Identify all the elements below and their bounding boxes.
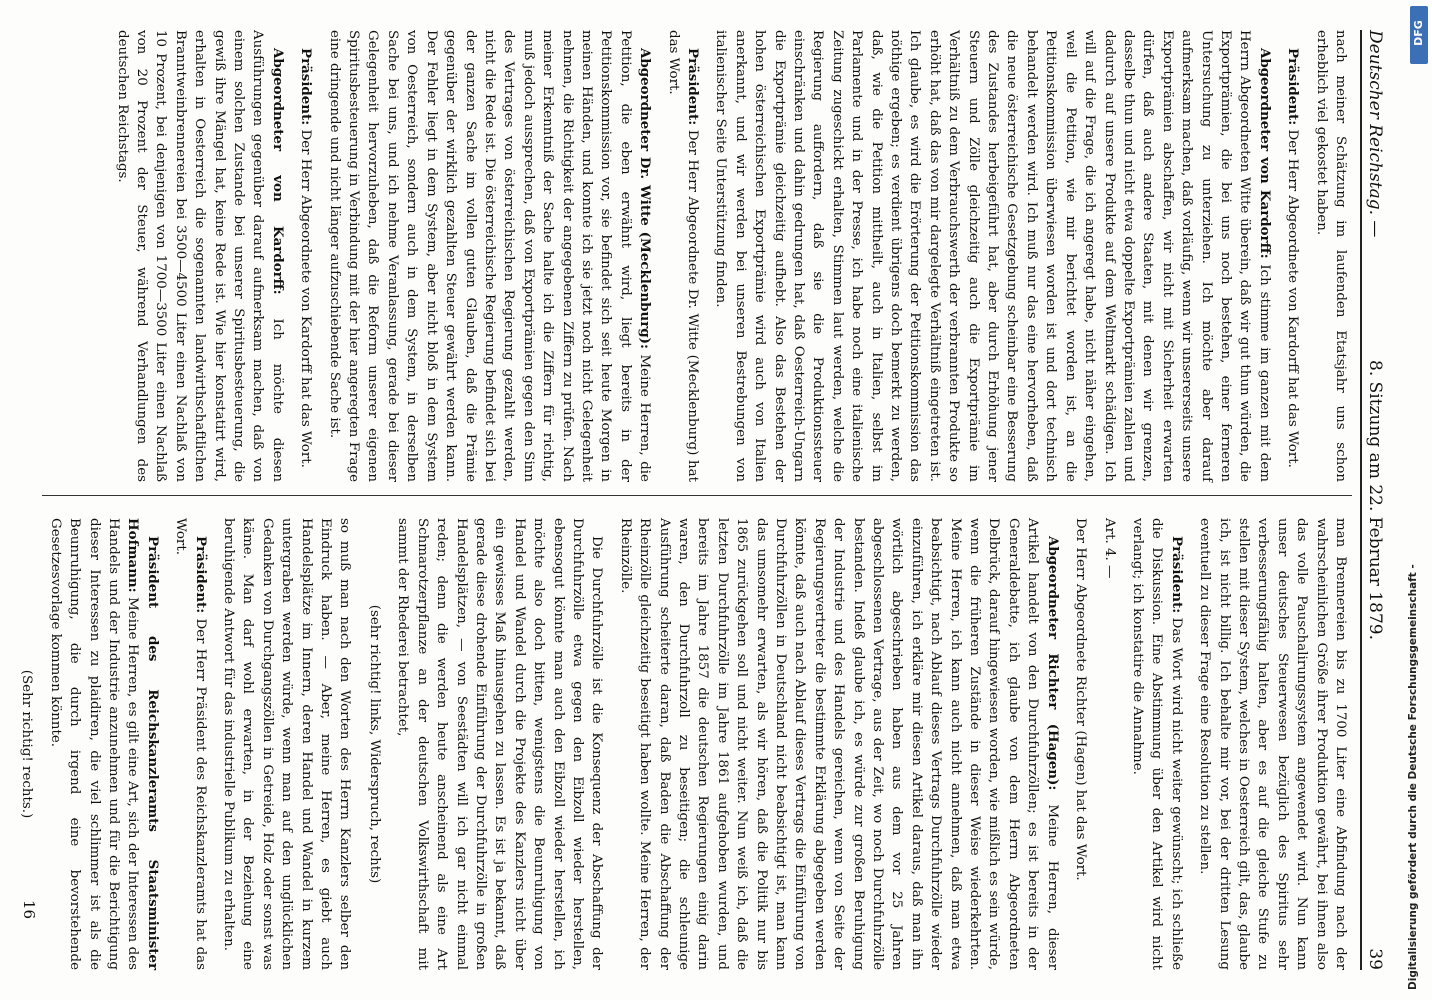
speech-paragraph [615,518,1061,970]
speech-text: Ich stimme im ganzen mit dem Herrn Abgeordneten Witte überein, daß wir gut thun würden, die Exportprämien, die bei uns noch bestehen, einer ferneren Untersuchung zu unterziehen. Ich möchte aber darauf aufmerksam machen, daß vorläufig, wenn wir unsererseits unsere Exportprämien abschaffen, wir nicht mit Sicherheit erwarten dürfen, daß auch andere Staaten, mit denen wir grenzen, dasselbe thun und nicht etwa doppelte Exportprämien zahlen und dadurch auf unsere Produkte auf dem Weltmarkt schädigen. Ich will auf die Frage, die ich angeregt habe, nicht näher eingehen, weil die Petition, wie mir berichtet worden ist, an die Petitionskommission überwiesen worden ist und dort technisch behandelt werden wird. Ich muß nur das eine hervorheben, daß die neue österreichische Gesetzgebung scheinbar eine Besserung des Zustandes herbeigeführt hat, aber durch Erhöhung jener Steuern und Zölle gleichzeitig auch die Exportprämie im Verhältniß zu dem Verbrauchswerth der verbrannten Produkte so erhöht hat, daß das von mir dargelegte Verhältniß eingetreten ist. Ich glaube, es wird die Erörterung der Petitionskommission das nöthige ergeben; es verdient übrigens doch bemerkt zu werden, daß, wie die Petition mittheilt, auch in Italien, selbst im Parlamente und in der Presse, ich habe noch eine italienische Zeitung zugeschickt erhalten, Stimmen laut werden, welche die Regierung auffordern, daß sie die Produktionssteuer einschränken und dahin gedrungen hat, daß Oesterreich-Ungarn die Exportprämie gleichzeitig aufhebt. Also das Bestehen der hohen österreichischen Exportprämie wird auch von Italien anerkannt, und wir werden bei unseren Bestrebungen von italienischer Seite Unterstützung finden. [713,30,1272,482]
header-session-title: 8. Sitzung am 22. Februar 1879. [1365,360,1385,640]
text-paragraph: so muß man nach den Worten des Herrn Kanzlers selber den Eindruck haben. — Aber, meine Herren, es giebt auch Handelsplätze im Innern, deren Handel und Wandel in kurzem untergraben werden würde, wenn man auf den unglücklichen Gedanken von Durchgangszöllen in Getreide, Holz oder sonst was käme. Man darf wohl erwarten, in der Beziehung eine beruhigende Antwort für das industrielle Publikum zu erhalten. [221,518,353,970]
speech-paragraph [324,30,654,482]
speech-text: Ich möchte diesen Ausführungen gegenüber darauf aufmerksam machen, daß von einem solchen Zustande bei unserer Spiritusbesteuerung, die gewiß ihre Mängel hat, keine Rede ist. Wie hier konstatirt wird, erhalten in Oesterreich die sogenannten landwirthschaftlichen Branntweinbrennereien bei 3500—4500 Liter einen Nachlaß von 10 Prozent, bei denjenigen von 1700—3500 Liter einen Nachlaß von 20 Prozent der Steuer, während Verhandlungen des deutschen Reichstags. [114,30,285,482]
header-page-number: 39 [1365,948,1385,970]
dfg-logo-text: DFG [1412,20,1425,46]
speech-text: Der Herr Abgeordnete Dr. Witte (Mecklenburg) hat das Wort. [665,30,700,482]
speaker-name: Präsident: [192,536,209,614]
speech-text: Der Herr Abgeordnete von Kardorff hat das Wort. [1285,129,1301,468]
text-paragraph: Die Durchfuhrzölle ist die Konsequenz der Abschaffung der Durchfuhrzölle etwa gegen den Eibzoll wieder herstellen, ebensogut könnte man auch den Eibzoll wieder herstellen, ich möchte also doch bitten, wenigstens die Beunruhigung von Handel und Wandel durch die Projekte des Kanzlers nicht über ein gewisses Maß hinausgehen zu lassen. Es ist ja bekannt, daß gerade diese drohende Einführung der Durchfuhrzölle in großen Handelsplätzen, — von Seestädten will ich gar nicht einmal reden; denn die werden heute anscheinend als eine Art Schmarotzerpflanze an der deutschen Volkswirthschaft mit sammt der Rhederei betrachtet, [395,518,605,970]
dfg-logo [1410,6,1428,64]
speaker-name: Präsident: [685,48,701,126]
speech-paragraph [45,518,161,970]
page-header [1360,30,1386,970]
speech-paragraph [1128,518,1186,970]
speech-paragraph [663,30,702,482]
digitization-credit: Digitalisierung gefördert durch die Deutsche Forschungsgemeinschaft - [1407,564,1419,990]
text-paragraph: nach meiner Schätzung im laufenden Etatsjahr uns schon erheblich viel gekostet haben. [1313,30,1348,482]
interjection: (Sehr richtig! rechts.) [19,669,35,819]
footer-page-number: 16 [20,900,38,920]
header-publication: Deutscher Reichstag. — [1365,30,1385,238]
speech-text: Der Herr Abgeordnete von Kardorff hat das Wort. [298,129,314,468]
text-paragraph: man Brennereien bis zu 1700 Liter eine Abfindung nach der wahrscheinlichen Größe ihrer Produktion gewährt, bei ihnen also das volle Pauschalirungssystem angewendet wird. Nun kann unser deutsches Steuerwesen bezüglich des Spiritus sehr verbesserungsfähig halten, aber es auf die gleiche Stufe zu stellen mit dieser System, welches in Oesterreich gilt, das, glaube ich, ist nicht billig. Ich behalte mir vor, bei der dritten Lesung eventuell zu dieser Frage eine Resolution zu stellen. [1197,518,1348,970]
speaker-name: Präsident: [1168,536,1185,614]
rotated-newspaper-page [10,0,1400,1000]
speaker-name: Abgeordneter Richter (Hagen): [1044,536,1061,791]
text-paragraph: Der Herr Abgeordnete Richter (Hagen) hat das Wort. [1073,518,1089,881]
text-column-left [30,30,1350,482]
interjection: (sehr richtig! links, Widerspruch, rechts) [366,604,382,884]
text-paragraph: Art. 4. — [1101,518,1117,579]
speech-paragraph [171,518,210,970]
speaker-name: Abgeordneter von Kardorff: [269,48,286,295]
speech-text: Das Wort wird nicht weiter gewünscht; ich schließe die Diskussion. Eine Abstimmung über den Artikel wird nicht verlangt; ich konstatire die Annahme. [1129,518,1184,970]
speech-text: Meine Herren, dieser Artikel handelt von den Durchfuhrzöllen; es ist bereits in der Generaldebatte, ich glaube von dem Herrn Abgeordneten Delbrück, darauf hingewiesen worden, wie mißlich es sein würde, wenn die früheren Zustände in dieser Weise wiederkehrten. Meine Herren, ich kann auch nicht annehmen, daß man etwa beabsichtigt, nach Ablauf dieses Vertrags Durchfuhrzölle wieder einzuführen, ich erkläre mir diesen Artikel daraus, daß man ihn wörtlich abgeschrieben haben aus dem vor 25 Jahren abgeschlossenen Vertrage, aus der Zeit, wo noch Durchfuhrzölle bestanden. Indeß glaube ich, es würde zur großen Beruhigung der Industrie und des Handels gereichen, wenn von Seite der Regierungsvertreter die bestimmte Erklärung abgegeben werden könnte, daß auch nach Ablauf dieses Vertrags die Einführung von Durchfuhrzöllen in Deutschland nicht beabsichtigt ist, man kann das umsomehr erwarten, als wir hören, daß die Politik nur bis 1865 zurückgehen soll und nicht weiter. Nun weiß ich, daß die letzten Durchfuhrzölle im Jahre 1861 aufgehoben wurden, und bereits im Jahre 1857 die deutschen Regierungen einig darin waren, den Durchfuhrzoll zu beseitigen; die schleunige Ausführung scheiterte daran, daß Baden die Abschaffung der Rheinzölle gleichzeitig beseitigt haben wollte. Meine Herren, der Rheinzölle. [617,518,1060,971]
speech-text: Meine Herren, die Petition, die eben erwähnt wird, liegt bereits in der Petitionskommission vor, sie befindet sich seit heute Morgen in meinen Händen, und konnte ich sie jetzt noch nicht Gelegenheit nehmen, die Richtigkeit der angegebenen Ziffern zu prüfen. Nach meiner Erkenntniß der Sache halte ich die Ziffern für richtig, muß jedoch aussprechen, daß von Exportprämien gegen den Sinn des Vertrages von österreichischen Regierung gezahlt werden, nicht die Rede ist. Die österreichische Regierung befindet sich bei der ganzen Sache im vollen guten Glauben, daß die Prämie gegenüber der wirklich gezahlten Steuer gewährt werden kann. Der Fehler liegt in dem System, aber nicht bloß in dem System von Oesterreich, sondern auch in dem System, in derselben Sache bei uns, und ich nehme Veranlassung, gerade bei dieser Gelegenheit hervorzuheben, daß die Reform unserer eigenen Spiritusbesteuerung in Verbindung mit der hier angeregten Frage eine dringende und nicht länger aufzuschiebende Sache ist. [326,30,653,482]
speaker-name: Präsident: [1285,48,1302,126]
speech-paragraph [1283,30,1302,482]
speech-paragraph [112,30,287,482]
speech-text: Meine Herren, es gilt eine Art, sich der Interessen des Handels und der Industrie anzunehmen und für die Berichtigung dieser Interessen zu plaidiren, die viel schlimmer ist als die Beunruhigung, die durch irgend eine bevorstehende Gesetzesvorlage kommen könnte. [47,518,141,970]
speech-text: Der Herr Präsident des Reichskanzleramts hat das Wort. [173,518,208,970]
speech-paragraph [711,30,1274,482]
column-divider [42,495,1352,496]
speech-paragraph [296,30,315,482]
speaker-name: Abgeordneter von Kardorff: [1256,48,1273,259]
speaker-name: Abgeordneter Dr. Witte (Mecklenburg): [637,48,654,349]
speaker-name: Präsident des Reichskanzleramts Staatsminister Hofmann: [125,518,161,970]
speaker-name: Präsident: [298,48,315,126]
